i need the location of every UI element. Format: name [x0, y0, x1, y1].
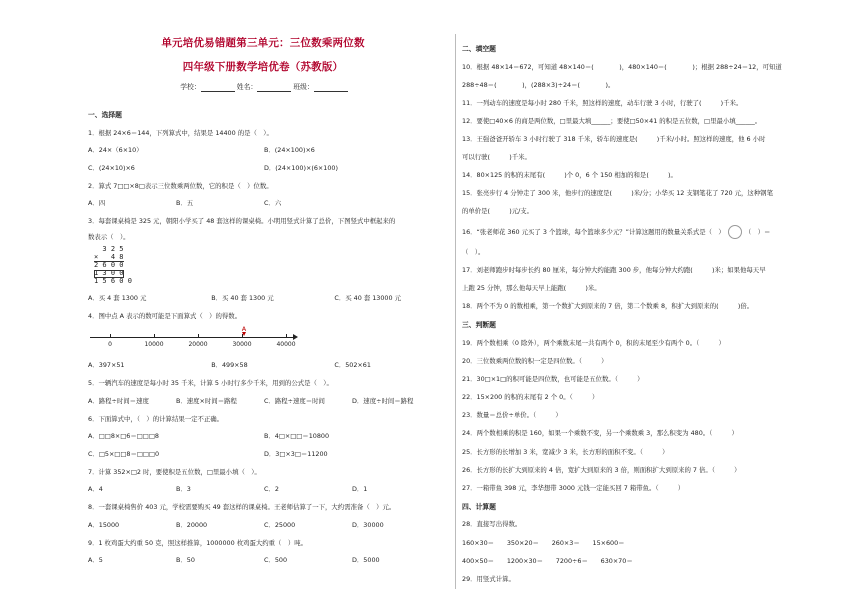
question-23: 23．数量＝总价÷单价。（ ） [462, 411, 562, 420]
option-b: B．(24×100)×6 [264, 146, 315, 154]
section-judge-heading: 三、判断题 [462, 321, 496, 330]
option-d: D．1 [352, 485, 368, 494]
calc-row-2: 400×50＝ 1200×30＝ 7200÷6＝ 630×70＝ [462, 556, 633, 565]
question-6: 6．下面算式中，（ ）的计算结果一定不正确。 [88, 414, 224, 423]
calc-line-4: 1 3 0 0 [94, 268, 124, 277]
question-15-cont: 的单价是( )元/支。 [462, 207, 534, 216]
question-8-options [88, 521, 440, 531]
student-info [88, 82, 440, 92]
question-12: 12．要使□40×6 的商是两位数，□里最大填______；要使□50×41 的积是五位数，□里最小填______。 [462, 116, 762, 125]
section-calc-heading: 四、计算题 [462, 502, 496, 511]
option-a: A．4 [88, 485, 103, 494]
question-16-text: 16．“张老师花 360 元买了 3 个篮球，每个篮球多少元？”计算这题用的数量关系式是（ ） [462, 228, 725, 237]
question-1-options [88, 146, 440, 156]
question-21: 21．30□×1□的积可能是四位数，也可能是五位数。（ ） [462, 375, 644, 384]
option-a: A．397×51 [88, 361, 125, 370]
vertical-calculation [94, 246, 440, 286]
question-3-cont: 数表示（ ）。 [88, 232, 130, 241]
question-5: 5．一辆汽车的速度是每小时 35 千米，计算 5 小时行多少千米，用到的公式是（ ）。 [88, 379, 333, 388]
question-13-cont: 可以行驶( )千米。 [462, 153, 531, 162]
question-6-options-2 [88, 450, 440, 460]
option-d: D．3□×3□＝11200 [264, 449, 328, 458]
page-title: 单元培优易错题第三单元：三位数乘两位数 [161, 37, 365, 49]
option-c: C．500 [264, 556, 288, 565]
question-17-cont: 上跑 25 分钟，那么他每天早上能跑( )米。 [462, 284, 601, 293]
operator-circle-icon[interactable] [728, 225, 742, 239]
school-label: 学校： [180, 83, 201, 91]
option-c: C．买 40 套 13000 元 [334, 293, 401, 302]
question-9: 9．1 枚鸡蛋大约重 50 克，照这样推算，1000000 枚鸡蛋大约重（ ）吨。 [88, 538, 308, 547]
question-22: 22．15×200 的积的末尾有 2 个 0。（ ） [462, 393, 599, 402]
question-3-options [88, 294, 440, 304]
page-subtitle: 四年级下册数学培优卷（苏教版） [182, 61, 344, 73]
section-choice-heading: 一、选择题 [88, 111, 122, 119]
option-b: B．速度×时间＝路程 [176, 396, 237, 405]
question-1-options-2 [88, 164, 440, 174]
question-27: 27．一箱带鱼 398 元，李华想带 3000 元钱一定能买回 7 箱带鱼。（ ） [462, 483, 685, 492]
option-b: B．20000 [176, 520, 208, 529]
question-14: 14．80×125 的积的末尾有( )个 0，6 个 150 相加的和是( )。 [462, 171, 677, 180]
option-a: A．5 [88, 556, 103, 565]
option-c: C．□5×□□8＝□□□0 [88, 449, 160, 458]
number-line-axis [90, 337, 295, 338]
option-b: B．499×58 [211, 361, 248, 370]
section-fill-heading: 二、填空题 [462, 45, 496, 53]
question-9-options [88, 556, 440, 566]
class-blank[interactable] [314, 83, 348, 92]
tick-label: 20000 [188, 341, 208, 349]
option-b: B．五 [176, 199, 194, 207]
left-column [88, 36, 440, 566]
school-blank[interactable] [201, 83, 235, 92]
tick [110, 334, 111, 338]
question-10: 10．根据 48×14＝672，可知道 48×140＝( )，480×140＝( )；根据 288÷24＝12，可知道 [462, 62, 782, 71]
question-16 [462, 225, 820, 239]
question-4-options [88, 361, 440, 371]
question-2: 2．算式 7□□×8□表示三位数乘两位数，它的积是（ ）位数。 [88, 181, 273, 190]
question-3: 3．每套课桌椅是 325 元，朝阳小学买了 48 套这样的课桌椅。小明用竖式计算了总价，下图竖式中框起来的 [88, 217, 396, 225]
calc-line-5: 1 5 6 0 0 [94, 277, 132, 286]
tick [198, 334, 199, 338]
question-7-options [88, 485, 440, 495]
option-a: A．四 [88, 199, 106, 207]
calc-line-3: 2 6 0 0 [94, 261, 124, 270]
option-c: C．2 [264, 485, 279, 494]
option-a: A．买 4 套 1300 元 [88, 293, 147, 302]
question-13: 13．王强爸爸开轿车 3 小时行驶了 318 千米，轿车的速度是( )千米/小时。照这样的速度，他 6 小时 [462, 134, 766, 143]
tick-label: 0 [108, 341, 112, 349]
question-28: 28．直接写出得数。 [462, 520, 522, 529]
option-b: B．3 [176, 485, 191, 494]
tick [154, 334, 155, 338]
question-18: 18．两个不为 0 的数相乘，第一个数扩大到原来的 7 倍，第二个数乘 8，积扩大到原来的( )倍。 [462, 302, 754, 311]
option-b: B．50 [176, 556, 195, 565]
option-c: C．25000 [264, 520, 296, 529]
question-11: 11．一列动车的速度是每小时 280 千米，照这样的速度，动车行驶 3 小时，行驶了( )千米。 [462, 98, 743, 107]
column-divider [455, 34, 456, 589]
option-a: A．24×（6×10） [88, 146, 143, 154]
class-label: 班级： [293, 83, 314, 91]
question-8: 8．一套课桌椅售价 403 元，学校需要购买 49 套这样的课桌椅。王老师估算了一下，大约需准备（ ）元。 [88, 503, 396, 512]
question-16-end: （ ）＝ [744, 228, 771, 237]
question-16-cont: （ ）。 [462, 248, 485, 257]
question-19: 19．两个数相乘（0 除外），两个乘数末尾一共有两个 0，积的末尾至少有两个 0。（ ） [462, 339, 725, 347]
question-7: 7．计算 352×□2 时，要使积是五位数，□里最小填（ ）。 [88, 467, 261, 476]
question-24: 24．两个数相乘的积是 160，如果一个乘数不变，另一个乘数乘 3，那么积变为 480。（ ） [462, 429, 738, 438]
question-25: 25．长方形的长增加 3 米，宽减少 3 米，长方形的面积不变。（ ） [462, 447, 669, 456]
name-blank[interactable] [257, 83, 291, 92]
question-20: 20．三位数乘两位数的积一定是四位数。（ ） [462, 357, 608, 366]
option-a: A．□□8×□6＝□□□8 [88, 432, 159, 441]
question-2-options [88, 199, 440, 209]
option-b: B．4□×□□＝10800 [264, 432, 330, 441]
question-17: 17．刘老师跑步时每步长约 80 厘米，每分钟大约能跑 300 步，他每分钟大约跑( )米；如果他每天早 [462, 266, 766, 275]
question-6-options [88, 432, 440, 442]
point-a-arrow-icon [242, 332, 246, 336]
point-a-label: A [241, 325, 247, 334]
tick-label: 10000 [144, 341, 164, 349]
option-d: D．30000 [352, 520, 384, 529]
question-10-cont: 288÷48＝( )，(288×3)÷24＝( )。 [462, 80, 615, 89]
question-4: 4．图中点 A 表示的数可能是下面算式（ ）的得数。 [88, 311, 242, 320]
calc-line-2: × 4 8 [94, 252, 124, 261]
tick [286, 334, 287, 338]
question-15: 15．张亮步行 4 分钟走了 300 米，他步行的速度是( )米/分；小华买 12 支钢笔花了 720 元，这种钢笔 [462, 189, 773, 198]
option-c: C．502×61 [334, 361, 371, 370]
question-5-options [88, 397, 440, 407]
option-d: D．5000 [352, 556, 380, 565]
option-d: D．速度÷时间＝路程 [352, 396, 414, 405]
option-a: A．路程÷时间＝速度 [88, 396, 149, 405]
option-c: C．路程÷速度＝时间 [264, 396, 325, 405]
name-label: 姓名： [236, 83, 258, 91]
calc-line-1: 3 2 5 [94, 245, 124, 253]
question-1: 1．根据 24×6＝144，下列算式中，结果是 14400 的是（ ）。 [88, 128, 273, 137]
number-line-arrow-icon [293, 334, 298, 340]
question-29: 29．用竖式计算。 [462, 574, 515, 583]
option-d: D．(24×100)×(6×100) [264, 163, 338, 172]
option-c: C．六 [264, 199, 282, 207]
tick-label: 40000 [276, 341, 296, 349]
number-line [90, 327, 300, 353]
question-26: 26．长方形的长扩大到原来的 4 倍，宽扩大到原来的 3 倍，则面积扩大到原来的 7 倍。（ ） [462, 465, 741, 474]
option-a: A．15000 [88, 520, 120, 529]
tick-label: 30000 [232, 341, 252, 349]
calc-row-1: 160×30＝ 350×20＝ 260×3＝ 15×600＝ [462, 538, 625, 547]
option-b: B．买 40 套 1300 元 [211, 293, 274, 302]
right-column [462, 36, 820, 584]
option-c: C．(24×10)×6 [88, 163, 135, 172]
